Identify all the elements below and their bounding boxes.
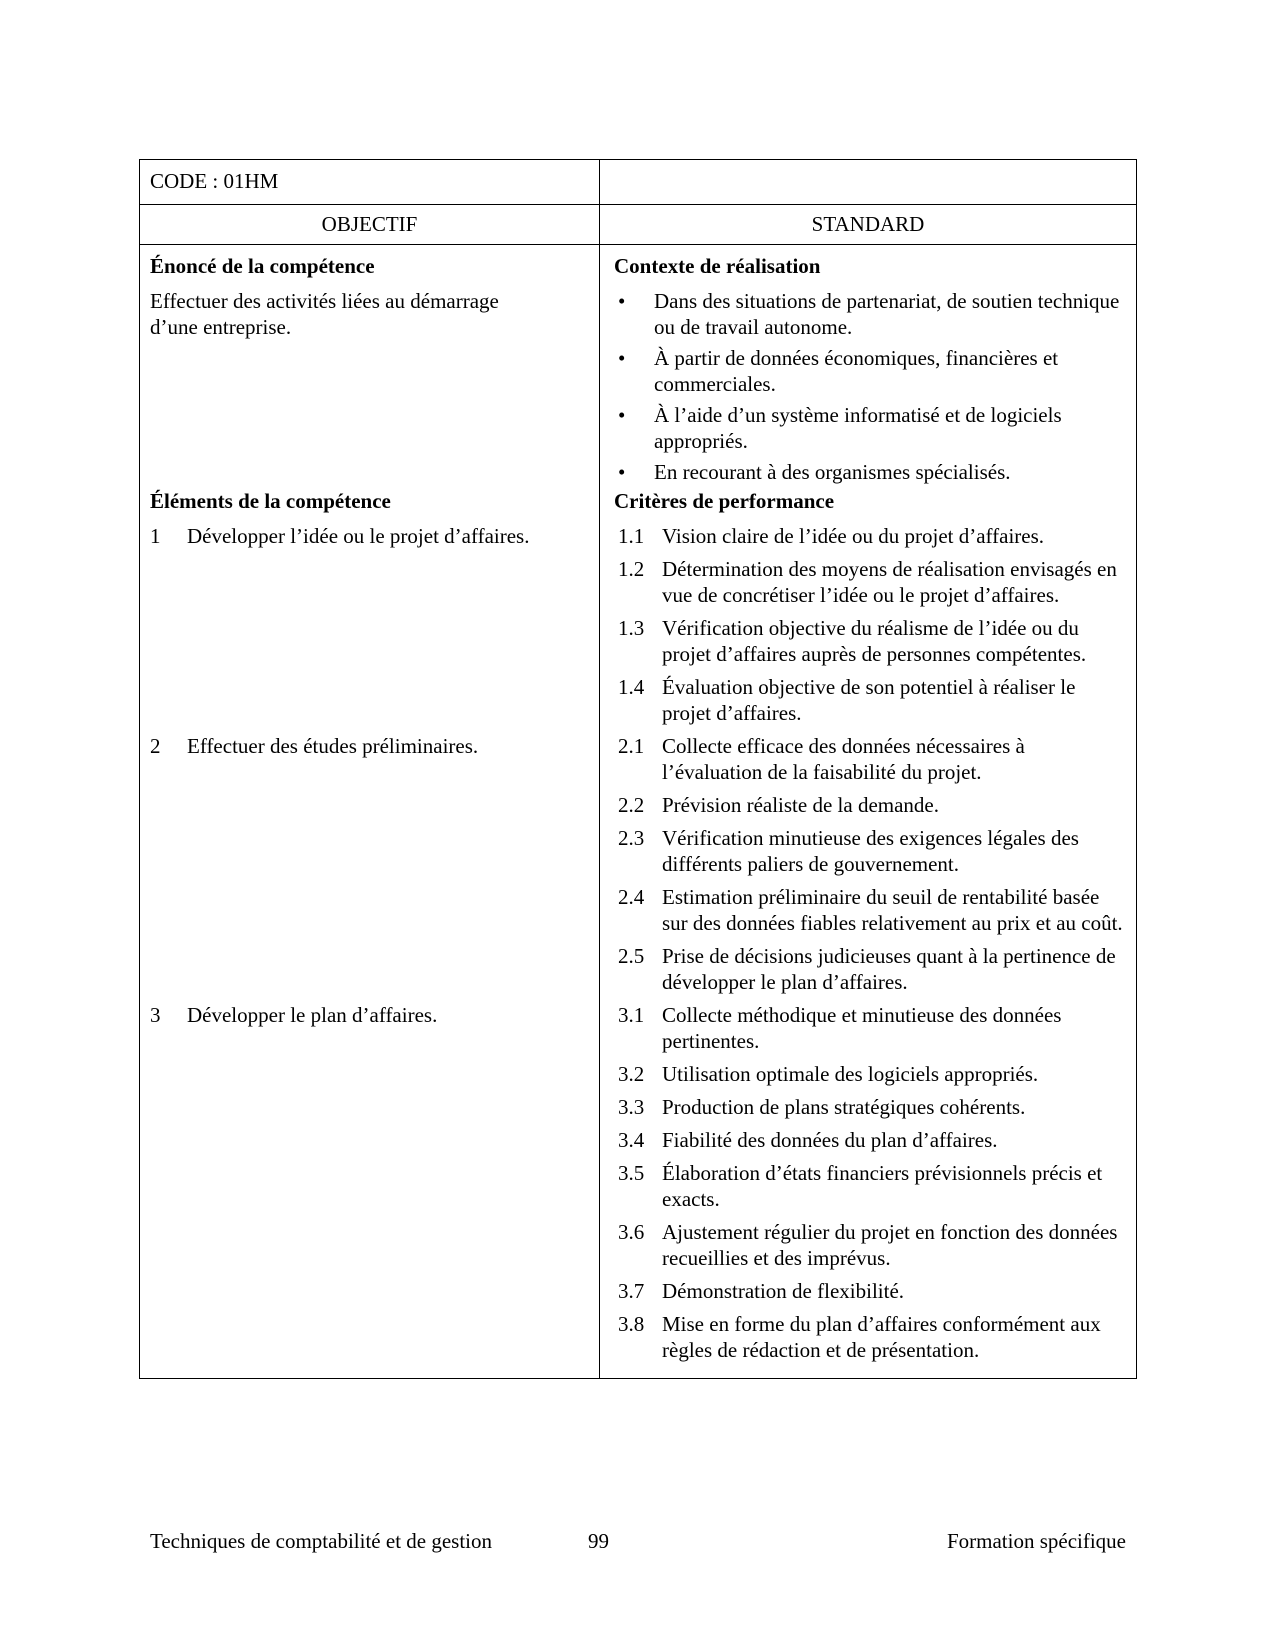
critere-item [614, 523, 1126, 549]
critere-number: 2.4 [618, 885, 645, 909]
critere-number: 2.1 [618, 734, 645, 758]
critere-text: Collecte méthodique et minutieuse des données pertinentes. [662, 1003, 1062, 1053]
header-row [140, 205, 1136, 245]
critere-item [614, 825, 1126, 877]
competency-table [139, 159, 1137, 1379]
contexte-item-text: À l’aide d’un système informatisé et de logiciels appropriés. [654, 403, 1062, 453]
critere-item [614, 674, 1126, 726]
critere-number: 3.3 [618, 1095, 645, 1119]
critere-number: 3.7 [618, 1279, 645, 1303]
enonce-text: Effectuer des activités liées au démarrage d’une entreprise. [150, 289, 499, 339]
critere-item [614, 1002, 1126, 1054]
critere-item [614, 1127, 1126, 1153]
header-objectif: OBJECTIF [140, 205, 600, 244]
critere-number: 3.1 [618, 1003, 645, 1027]
critere-item [614, 792, 1126, 818]
contexte-item [614, 288, 1126, 340]
critere-text: Démonstration de flexibilité. [662, 1279, 905, 1303]
critere-number: 2.5 [618, 944, 645, 968]
contexte-list [614, 288, 1126, 485]
contexte-item [614, 402, 1126, 454]
element-text: Effectuer des études préliminaires. [187, 734, 479, 758]
code-row [140, 160, 1136, 205]
contexte-item-text: Dans des situations de partenariat, de soutien technique ou de travail autonome. [654, 289, 1120, 339]
critere-item [614, 1219, 1126, 1271]
critere-item [614, 1094, 1126, 1120]
critere-number: 1.2 [618, 557, 645, 581]
critere-item [614, 943, 1126, 995]
elements-title: Éléments de la compétence [150, 489, 391, 513]
criteres-list [614, 523, 1126, 1363]
critere-item [614, 615, 1126, 667]
element-number: 1 [150, 524, 161, 548]
contexte-item [614, 459, 1126, 485]
critere-item [614, 884, 1126, 936]
critere-number: 1.1 [618, 524, 645, 548]
element-number: 2 [150, 734, 161, 758]
critere-number: 3.5 [618, 1161, 645, 1185]
critere-text: Vérification objective du réalisme de l’idée ou du projet d’affaires auprès de personnes compétentes. [662, 616, 1087, 666]
critere-number: 2.3 [618, 826, 645, 850]
critere-text: Évaluation objective de son potentiel à réaliser le projet d’affaires. [662, 675, 1076, 725]
criteres-title: Critères de performance [614, 489, 835, 513]
element-item [150, 523, 589, 549]
critere-text: Fiabilité des données du plan d’affaires. [662, 1128, 998, 1152]
footer-section: Formation spécifique [946, 1529, 1126, 1553]
page-footer [150, 1528, 1126, 1558]
contexte-title: Contexte de réalisation [614, 254, 821, 278]
code-cell: CODE : 01HM [140, 160, 600, 204]
enonce-title: Énoncé de la compétence [150, 254, 375, 278]
objectif-column [140, 245, 600, 1378]
code-empty-cell [600, 160, 1136, 204]
critere-text: Ajustement régulier du projet en fonction des données recueillies et des imprévus. [662, 1220, 1118, 1270]
critere-text: Mise en forme du plan d’affaires conformément aux règles de rédaction et de présentation. [662, 1312, 1101, 1362]
critere-number: 3.8 [618, 1312, 645, 1336]
standard-column [600, 245, 1136, 1378]
critere-number: 1.3 [618, 616, 645, 640]
critere-text: Estimation préliminaire du seuil de rentabilité basée sur des données fiables relativement au prix et au coût. [662, 885, 1123, 935]
element-text: Développer le plan d’affaires. [187, 1003, 438, 1027]
critere-text: Prévision réaliste de la demande. [662, 793, 939, 817]
critere-item [614, 556, 1126, 608]
element-text: Développer l’idée ou le projet d’affaires. [187, 524, 530, 548]
critere-number: 1.4 [618, 675, 645, 699]
critere-text: Élaboration d’états financiers prévisionnels précis et exacts. [662, 1161, 1103, 1211]
bullet-icon: • [618, 289, 626, 313]
bullet-icon: • [618, 403, 626, 427]
header-standard: STANDARD [811, 212, 925, 236]
critere-number: 3.2 [618, 1062, 645, 1086]
critere-text: Utilisation optimale des logiciels appropriés. [662, 1062, 1039, 1086]
footer-program: Techniques de comptabilité et de gestion [150, 1529, 493, 1553]
critere-text: Vérification minutieuse des exigences légales des différents paliers de gouvernement. [662, 826, 1079, 876]
element-item [150, 733, 589, 759]
bullet-icon: • [618, 460, 626, 484]
bullet-icon: • [618, 346, 626, 370]
critere-item [614, 1061, 1126, 1087]
critere-number: 2.2 [618, 793, 645, 817]
contexte-item-text: À partir de données économiques, financières et commerciales. [654, 346, 1059, 396]
critere-text: Collecte efficace des données nécessaires à l’évaluation de la faisabilité du projet. [662, 734, 1025, 784]
critere-number: 3.4 [618, 1128, 645, 1152]
contexte-item [614, 345, 1126, 397]
critere-text: Détermination des moyens de réalisation envisagés en vue de concrétiser l’idée ou le projet d’affaires. [662, 557, 1117, 607]
critere-item [614, 1160, 1126, 1212]
contexte-item-text: En recourant à des organismes spécialisés. [654, 460, 1011, 484]
critere-item [614, 733, 1126, 785]
body-row [140, 245, 1136, 1378]
critere-number: 3.6 [618, 1220, 645, 1244]
critere-text: Production de plans stratégiques cohérents. [662, 1095, 1026, 1119]
critere-item [614, 1311, 1126, 1363]
page-number: 99 [588, 1529, 609, 1553]
critere-item [614, 1278, 1126, 1304]
critere-text: Vision claire de l’idée ou du projet d’affaires. [662, 524, 1045, 548]
critere-text: Prise de décisions judicieuses quant à la pertinence de développer le plan d’affaires. [662, 944, 1116, 994]
element-number: 3 [150, 1003, 161, 1027]
element-item [150, 1002, 589, 1028]
